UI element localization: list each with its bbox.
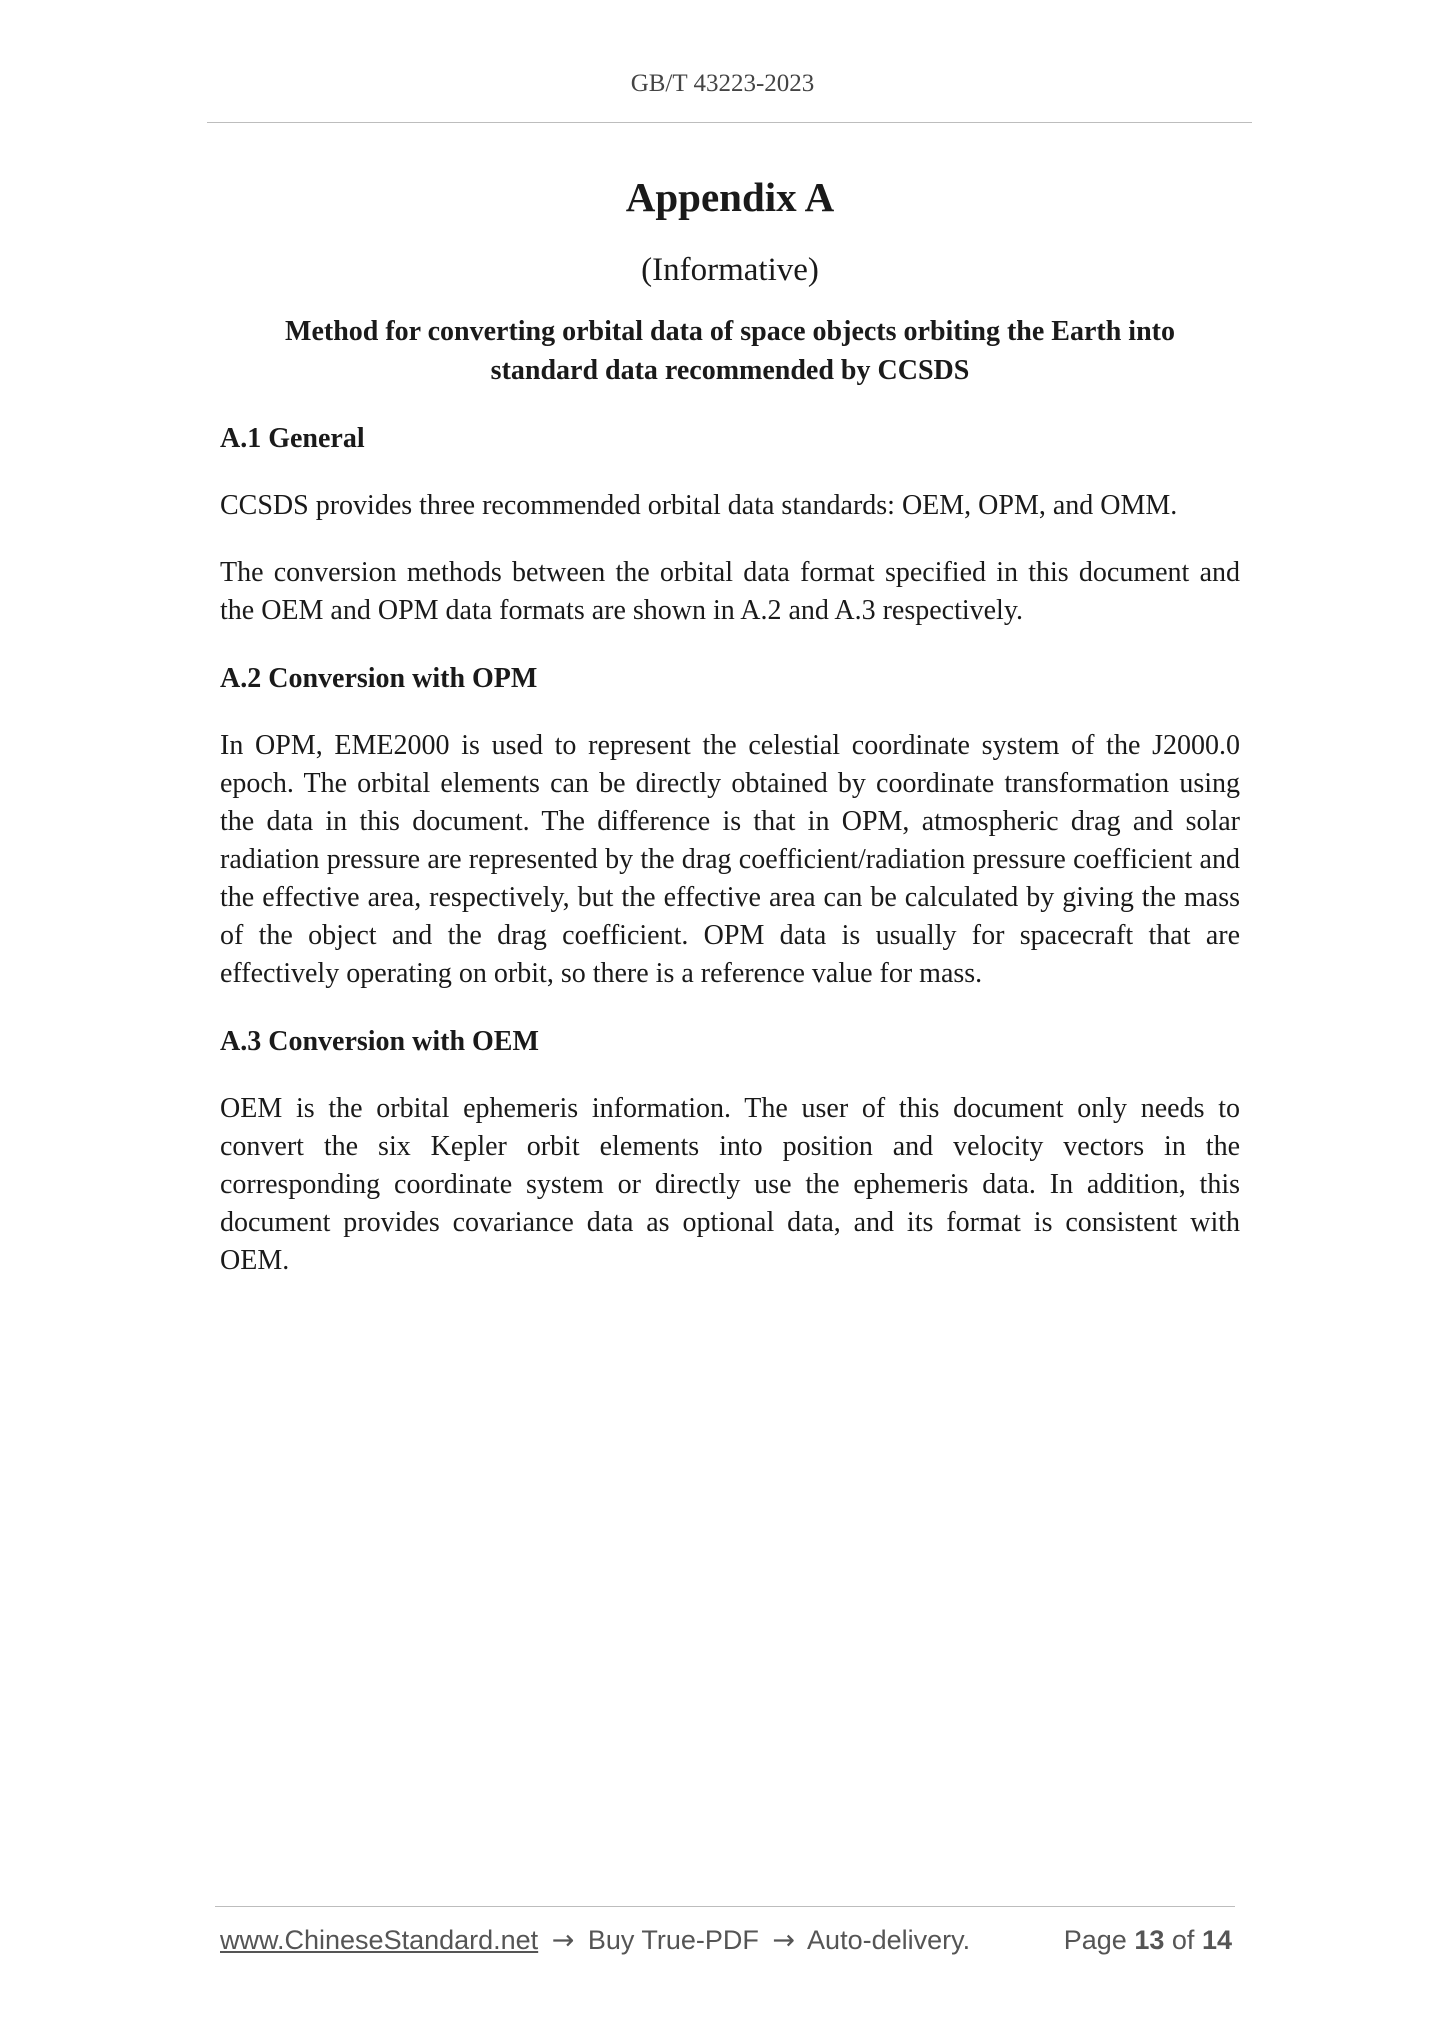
paragraph-a1-2: The conversion methods between the orbital data format specified in this document and the OEM and OPM data formats are shown in A.2 and A.3 respectively. — [220, 557, 1240, 626]
paragraph-a2-1: In OPM, EME2000 is used to represent the celestial coordinate system of the J2000.0 epoch. The orbital elements can be directly obtained by coordinate transformation using the data in this document. The difference is that in OPM, atmospheric drag and solar radiation pressure are represented by the drag coefficient/radiation pressure coefficient and the effective area, respectively, but the effective area can be calculated by giving the mass of the object and the drag coefficient. OPM data is usually for spacecraft that are effectively operating on orbit, so there is a reference value for mass. — [220, 730, 1240, 989]
header-divider — [207, 122, 1252, 123]
buy-true-pdf-text: Buy True-PDF — [587, 1925, 759, 1955]
page-header-standard-id: GB/T 43223-2023 — [630, 70, 815, 97]
appendix-type: (Informative) — [641, 252, 819, 288]
appendix-title: Appendix A — [625, 174, 835, 220]
page-current: 13 — [1134, 1925, 1165, 1955]
footer-promo — [220, 1925, 970, 1956]
footer-divider — [215, 1906, 1235, 1907]
page-footer — [220, 1925, 1232, 1956]
method-title: Method for converting orbital data of space objects orbiting the Earth into standard data recommended by CCSDS — [285, 316, 1175, 386]
page-total: 14 — [1201, 1925, 1232, 1955]
website-link[interactable]: www.ChineseStandard.net — [220, 1925, 539, 1955]
page-number — [1064, 1925, 1232, 1956]
section-heading-a2: A.2 Conversion with OPM — [220, 663, 538, 694]
arrow-right-icon: → — [772, 1925, 796, 1956]
auto-delivery-text: Auto-delivery. — [807, 1925, 971, 1955]
arrow-right-icon: → — [551, 1925, 575, 1956]
of-label: of — [1171, 1925, 1195, 1955]
paragraph-a1-1: CCSDS provides three recommended orbital data standards: OEM, OPM, and OMM. — [220, 490, 1178, 521]
document-body — [220, 168, 1240, 1280]
page-label: Page — [1063, 1925, 1127, 1955]
paragraph-a3-1: OEM is the orbital ephemeris information. The user of this document only needs to convert the six Kepler orbit elements into position and velocity vectors in the corresponding coordinate system or directly use the ephemeris data. In addition, this document provides covariance data as optional data, and its format is consistent with OEM. — [220, 1093, 1240, 1276]
section-heading-a1: A.1 General — [220, 423, 365, 454]
section-heading-a3: A.3 Conversion with OEM — [220, 1026, 539, 1057]
